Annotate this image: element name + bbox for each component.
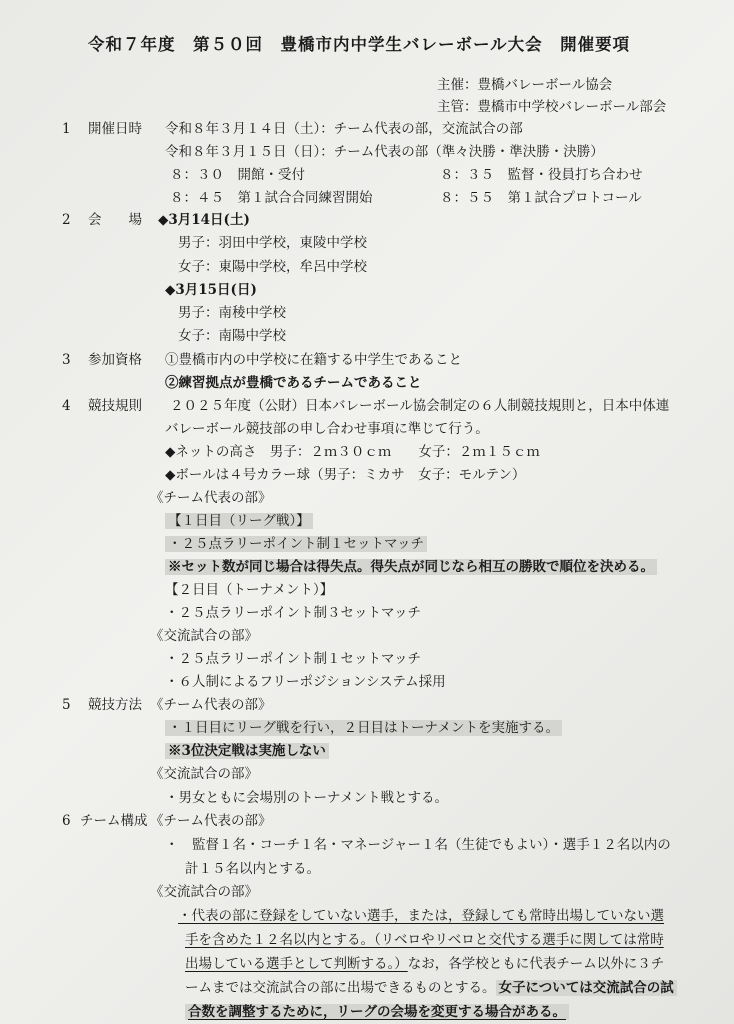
exchange-team-line-5: 合数を調整するために，リーグの会場を変更する場合がある。 xyxy=(185,1004,569,1020)
method-league-tournament: ・１日目にリーグ戦を行い，２日目はトーナメントを実施する。 xyxy=(165,720,562,736)
team-rep-members-2: 計１５名以内とする。 xyxy=(185,861,320,877)
day-2-rally-rule: ・２５点ラリーポイント制３セットマッチ xyxy=(165,605,421,621)
team-exchange-division: 《交流試合の部》 xyxy=(150,884,258,900)
exchange-team-line-2: 手を含めた１２名以内とする。（リベロやリベロと交代する選手に関しては常時 xyxy=(185,932,664,948)
section-4-heading: 競技規則 xyxy=(88,398,142,414)
section-5-heading: 競技方法 xyxy=(88,697,142,713)
exchange-team-line-3b: なお，各学校ともに代表チーム以外に３チ xyxy=(407,956,665,972)
exchange-team-line-1: ・代表の部に登録をしていない選手，または，登録しても常時出場していない選 xyxy=(178,908,664,924)
no-third-place-note: ※3位決定戦は実施しない xyxy=(165,743,329,759)
rules-exchange-division: 《交流試合の部》 xyxy=(150,628,258,644)
rules-rep-division: 《チーム代表の部》 xyxy=(150,490,272,506)
ball-spec: ◆ボールは４号カラー球（男子：ミカサ 女子：モルテン） xyxy=(165,467,526,483)
free-position-system: ・６人制によるフリーポジションシステム採用 xyxy=(165,674,446,690)
section-5-number: 5 xyxy=(62,697,71,713)
organizer: 主管：豊橋市中学校バレーボール部会 xyxy=(437,99,667,115)
sponsor: 主催：豊橋バレーボール協会 xyxy=(437,77,613,93)
date-line-2: 令和８年３月１５日（日）：チーム代表の部（準々決勝・準決勝・決勝） xyxy=(165,144,604,160)
day-1-rally-rule: ・２５点ラリーポイント制１セットマッチ xyxy=(165,536,427,552)
day-1-league: 【１日目（リーグ戦）】 xyxy=(165,513,313,529)
venue-day-1: ◆3月14日(土) xyxy=(158,212,250,228)
time-protocol: ８：５５ 第１試合プロトコール xyxy=(440,190,642,206)
time-reception: ８：３０ 開館・受付 xyxy=(170,167,305,183)
section-3-heading: 参加資格 xyxy=(88,352,142,368)
team-rep-members-1: ・ 監督１名・コーチ１名・マネージャー１名（生徒でもよい）・選手１２名以内の xyxy=(165,837,671,853)
team-rep-division: 《チーム代表の部》 xyxy=(150,813,272,829)
method-exchange-tournament: ・男女ともに会場別のトーナメント戦とする。 xyxy=(165,790,448,806)
eligibility-1: ①豊橋市内の中学校に在籍する中学生であること xyxy=(165,352,462,368)
section-1-heading: 開催日時 xyxy=(88,121,142,137)
eligibility-2: ②練習拠点が豊橋であるチームであること xyxy=(165,375,422,391)
method-rep-division: 《チーム代表の部》 xyxy=(150,697,272,713)
day-2-tournament: 【２日目（トーナメント）】 xyxy=(165,582,334,598)
venue-day-2-girls: 女子：南陽中学校 xyxy=(178,328,286,344)
net-height: ◆ネットの高さ 男子：２ｍ３０ｃｍ 女子：２ｍ１５ｃｍ xyxy=(165,444,540,460)
section-2-number: 2 xyxy=(62,212,71,228)
venue-day-2-boys: 男子：南稜中学校 xyxy=(178,305,286,321)
section-4-number: 4 xyxy=(62,398,71,414)
section-6-number: 6 xyxy=(62,813,71,829)
exchange-team-line-4a: ームまでは交流試合の部に出場できるものとする。 xyxy=(185,980,496,996)
method-exchange-division: 《交流試合の部》 xyxy=(150,766,258,782)
rules-line-1: ２０２５年度（公財）日本バレーボール協会制定の６人制競技規則と，日本中体連 xyxy=(170,398,670,414)
rules-line-2: バレーボール競技部の申し合わせ事項に準じて行う。 xyxy=(165,421,489,437)
venue-day-1-girls: 女子：東陽中学校，牟呂中学校 xyxy=(178,259,367,275)
venue-day-2: ◆3月15日(日) xyxy=(165,282,257,298)
exchange-team-line-3a: 出場している選手として判断する。） xyxy=(185,956,408,972)
section-2-heading: 会 場 xyxy=(88,212,142,228)
venue-day-1-boys: 男子：羽田中学校，東陵中学校 xyxy=(178,235,367,251)
section-6-heading: チーム構成 xyxy=(80,813,148,829)
exchange-team-line-4b: 女子については交流試合の試 xyxy=(496,980,677,996)
document-title: 令和７年度 第５０回 豊橋市内中学生バレーボール大会 開催要項 xyxy=(88,35,631,54)
date-line-1: 令和８年３月１４日（土）：チーム代表の部，交流試合の部 xyxy=(165,121,523,137)
ranking-note: ※セット数が同じ場合は得失点。得失点が同じなら相互の勝敗で順位を決める。 xyxy=(165,559,657,575)
section-3-number: 3 xyxy=(62,352,71,368)
time-meeting: ８：３５ 監督・役員打ち合わせ xyxy=(440,167,643,183)
section-1-number: 1 xyxy=(62,121,71,137)
time-practice: ８：４５ 第１試合合同練習開始 xyxy=(170,190,373,206)
exchange-rally-rule: ・２５点ラリーポイント制１セットマッチ xyxy=(165,651,421,667)
